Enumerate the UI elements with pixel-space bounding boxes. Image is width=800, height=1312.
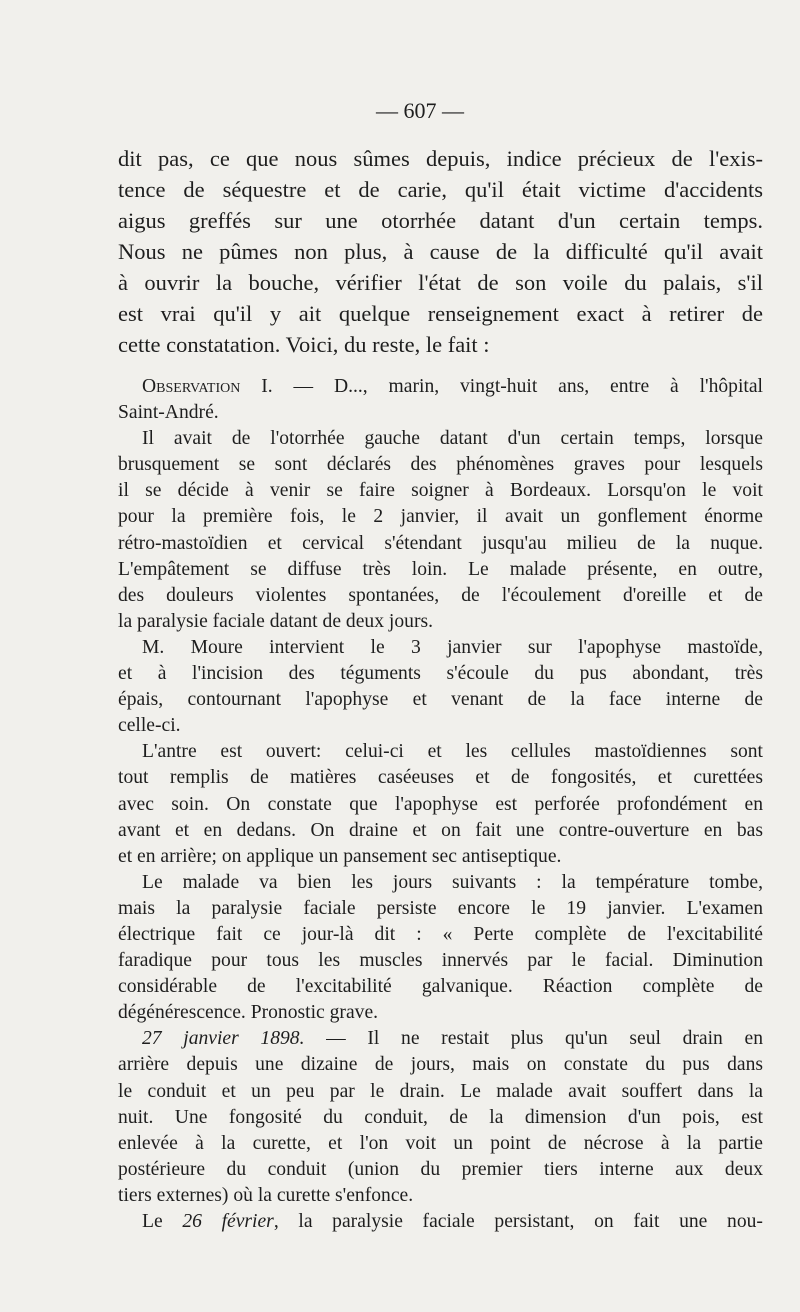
text-line: nuit. Une fongosité du conduit, de la dimension d'un pois, est xyxy=(118,1106,763,1128)
observation-section xyxy=(118,374,763,1235)
text-line: tout remplis de matières caséeuses et de fongosités, et curettées xyxy=(118,767,763,789)
text-line: dégénérescence. Pronostic grave. xyxy=(118,1002,379,1024)
text-line: Le 26 février, la paralysie faciale persistant, on fait une nou- xyxy=(142,1211,763,1232)
paragraph xyxy=(118,374,763,426)
text-line: il se décide à venir se faire soigner à Bordeaux. Lorsqu'on le voit xyxy=(118,480,763,502)
observation-heading: Observation xyxy=(142,376,241,397)
text-line: et à l'incision des téguments s'écoule du pus abondant, très xyxy=(118,663,763,685)
text-line: électrique fait ce jour-là dit : « Perte complète de l'excitabilité xyxy=(118,923,763,945)
text-line: et en arrière; on applique un pansement sec antiseptique. xyxy=(118,845,562,867)
text-line: enlevée à la curette, et l'on voit un point de nécrose à la partie xyxy=(118,1132,763,1154)
paragraph xyxy=(118,870,763,1027)
text-line: M. Moure intervient le 3 janvier sur l'apophyse mastoïde, xyxy=(142,636,763,658)
text-line: avant et en dedans. On draine et on fait une contre-ouverture en bas xyxy=(118,819,763,841)
text-line: celle-ci. xyxy=(118,715,181,737)
paragraph xyxy=(118,1209,763,1235)
paragraph xyxy=(118,635,763,739)
text-line: avec soin. On constate que l'apophyse est perforée profondément en xyxy=(118,793,763,815)
text-line: le conduit et un peu par le drain. Le malade avait souffert dans la xyxy=(118,1080,763,1102)
text-line: à ouvrir la bouche, vérifier l'état de son voile du palais, s'il xyxy=(118,270,763,295)
paragraph xyxy=(118,739,763,869)
intro-paragraph xyxy=(118,143,763,360)
paragraph xyxy=(118,426,763,635)
text-line: est vrai qu'il y ait quelque renseignement exact à retirer de xyxy=(118,301,763,326)
text-line: brusquement se sont déclarés des phénomènes graves pour lesquels xyxy=(118,454,763,476)
text-line: considérable de l'excitabilité galvanique. Réaction complète de xyxy=(118,976,763,998)
text-line: mais la paralysie faciale persiste encore le 19 janvier. L'examen xyxy=(118,897,763,919)
text-line: Saint-André. xyxy=(118,402,219,424)
text-line: Nous ne pûmes non plus, à cause de la difficulté qu'il avait xyxy=(118,239,763,264)
text-line: cette constatation. Voici, du reste, le fait : xyxy=(118,332,490,357)
text-line: Il avait de l'otorrhée gauche datant d'un certain temps, lorsque xyxy=(142,428,763,450)
text-line: tence de séquestre et de carie, qu'il était victime d'accidents xyxy=(118,177,763,202)
text-line: la paralysie faciale datant de deux jours. xyxy=(118,610,433,632)
text-line: aigus greffés sur une otorrhée datant d'un certain temps. xyxy=(118,208,763,233)
text-line: arrière depuis une dizaine de jours, mais on constate du pus dans xyxy=(118,1054,763,1076)
paragraph xyxy=(118,1026,763,1209)
text-line: L'empâtement se diffuse très loin. Le malade présente, en outre, xyxy=(118,558,763,580)
text-line: tiers externes) où la curette s'enfonce. xyxy=(118,1184,414,1206)
text-line: L'antre est ouvert: celui-ci et les cellules mastoïdiennes sont xyxy=(142,741,763,763)
italic-date: 27 janvier 1898. xyxy=(142,1028,305,1050)
text-line: rétro-mastoïdien et cervical s'étendant jusqu'au milieu de la nuque. xyxy=(118,532,763,554)
text-line: 27 janvier 1898. — Il ne restait plus qu'un seul drain en xyxy=(142,1028,764,1050)
text-line: dit pas, ce que nous sûmes depuis, indice précieux de l'exis- xyxy=(118,146,763,171)
text-line: Le malade va bien les jours suivants : la température tombe, xyxy=(142,871,763,893)
italic-date: 26 février xyxy=(182,1211,274,1232)
text-line: des douleurs violentes spontanées, de l'écoulement d'oreille et de xyxy=(118,584,763,606)
text-line: Observation I. — D..., marin, vingt-huit ans, entre à l'hôpital xyxy=(142,376,763,397)
text-line: épais, contournant l'apophyse et venant de la face interne de xyxy=(118,689,763,711)
text-line: faradique pour tous les muscles innervés par le facial. Diminution xyxy=(118,950,763,972)
text-line: postérieure du conduit (union du premier tiers interne aux deux xyxy=(118,1158,763,1180)
text-line: pour la première fois, le 2 janvier, il avait un gonflement énorme xyxy=(118,506,763,528)
page-number: — 607 — xyxy=(376,98,464,123)
